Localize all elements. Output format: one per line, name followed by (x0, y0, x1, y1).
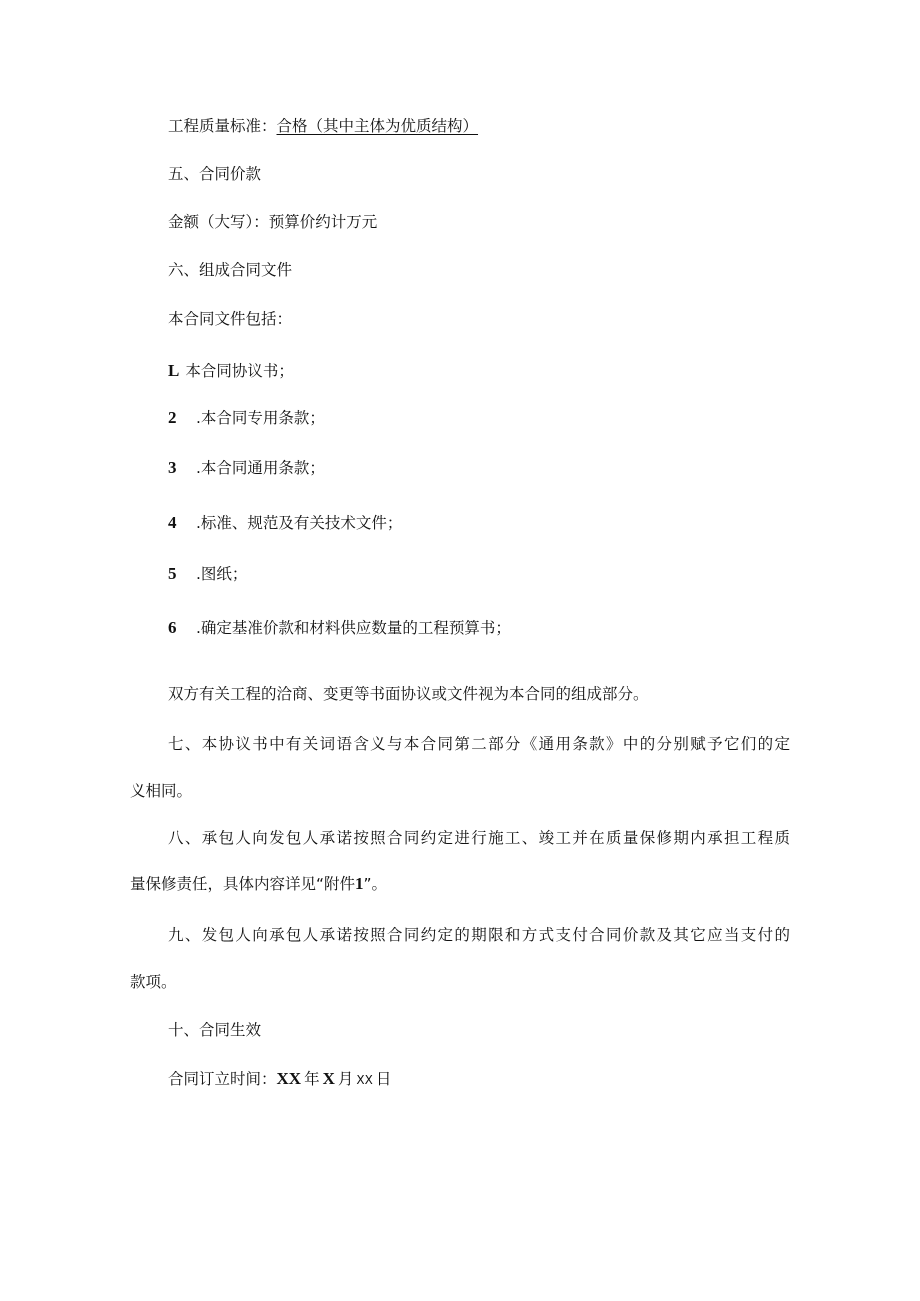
quality-standard-value: 合格（其中主体为优质结构） (276, 117, 479, 135)
amendments-paragraph: 双方有关工程的洽商、变更等书面协议或文件视为本合同的组成部分。 (168, 685, 649, 703)
list-item-number: 3 (168, 458, 177, 477)
document-list-item (168, 408, 325, 428)
date-day-unit: 日 (375, 1070, 392, 1088)
section-8-line-2-text: 量保修责任，具体内容详见“附件 (130, 875, 356, 893)
date-day: XX (356, 1073, 373, 1087)
date-year: XX (276, 1069, 302, 1088)
contract-date-label: 合同订立时间： (168, 1070, 277, 1088)
document-list-item (168, 564, 247, 584)
document-list-item (168, 618, 511, 638)
section-10-heading: 十、合同生效 (168, 1021, 262, 1039)
section-7-line-1: 七、本协议书中有关词语含义与本合同第二部分《通用条款》中的分别赋予它们的定 (168, 735, 790, 753)
document-list-item (168, 361, 294, 381)
date-month-unit: 月 (337, 1070, 354, 1088)
list-item-text: .本合同专用条款； (196, 409, 325, 427)
list-item-number: L (168, 361, 180, 380)
attachment-number: 1 (355, 874, 364, 893)
list-item-text: .图纸； (196, 565, 248, 583)
date-month: X (322, 1069, 335, 1088)
quality-standard-line (168, 116, 478, 136)
list-item-text: .确定基准价款和材料供应数量的工程预算书； (196, 619, 511, 637)
document-list-item (168, 513, 402, 533)
section-5-heading: 五、合同价款 (168, 165, 262, 183)
section-7-line-2: 义相同。 (130, 782, 193, 800)
contract-documents-intro: 本合同文件包括： (168, 310, 293, 328)
section-6-heading: 六、组成合同文件 (168, 261, 293, 279)
section-8-line-2-end: ”。 (363, 875, 388, 893)
list-item-number: 5 (168, 564, 177, 583)
section-8-line-2 (130, 874, 387, 894)
list-item-text: .本合同通用条款； (196, 459, 325, 477)
list-item-text: 本合同协议书； (185, 362, 294, 380)
document-list-item (168, 458, 325, 478)
list-item-number: 6 (168, 618, 177, 637)
contract-date-line (168, 1069, 391, 1090)
list-item-number: 2 (168, 408, 177, 427)
list-item-text: .标准、规范及有关技术文件； (196, 514, 403, 532)
quality-standard-label: 工程质量标准： (168, 117, 277, 135)
list-item-number: 4 (168, 513, 177, 532)
section-9-line-2: 款项。 (130, 973, 177, 991)
section-8-line-1: 八、承包人向发包人承诺按照合同约定进行施工、竣工并在质量保修期内承担工程质 (168, 829, 790, 847)
date-year-unit: 年 (304, 1070, 320, 1088)
section-9-line-1: 九、发包人向承包人承诺按照合同约定的期限和方式支付合同价款及其它应当支付的 (168, 926, 790, 944)
contract-amount-line: 金额（大写）：预算价约计万元 (168, 213, 378, 231)
